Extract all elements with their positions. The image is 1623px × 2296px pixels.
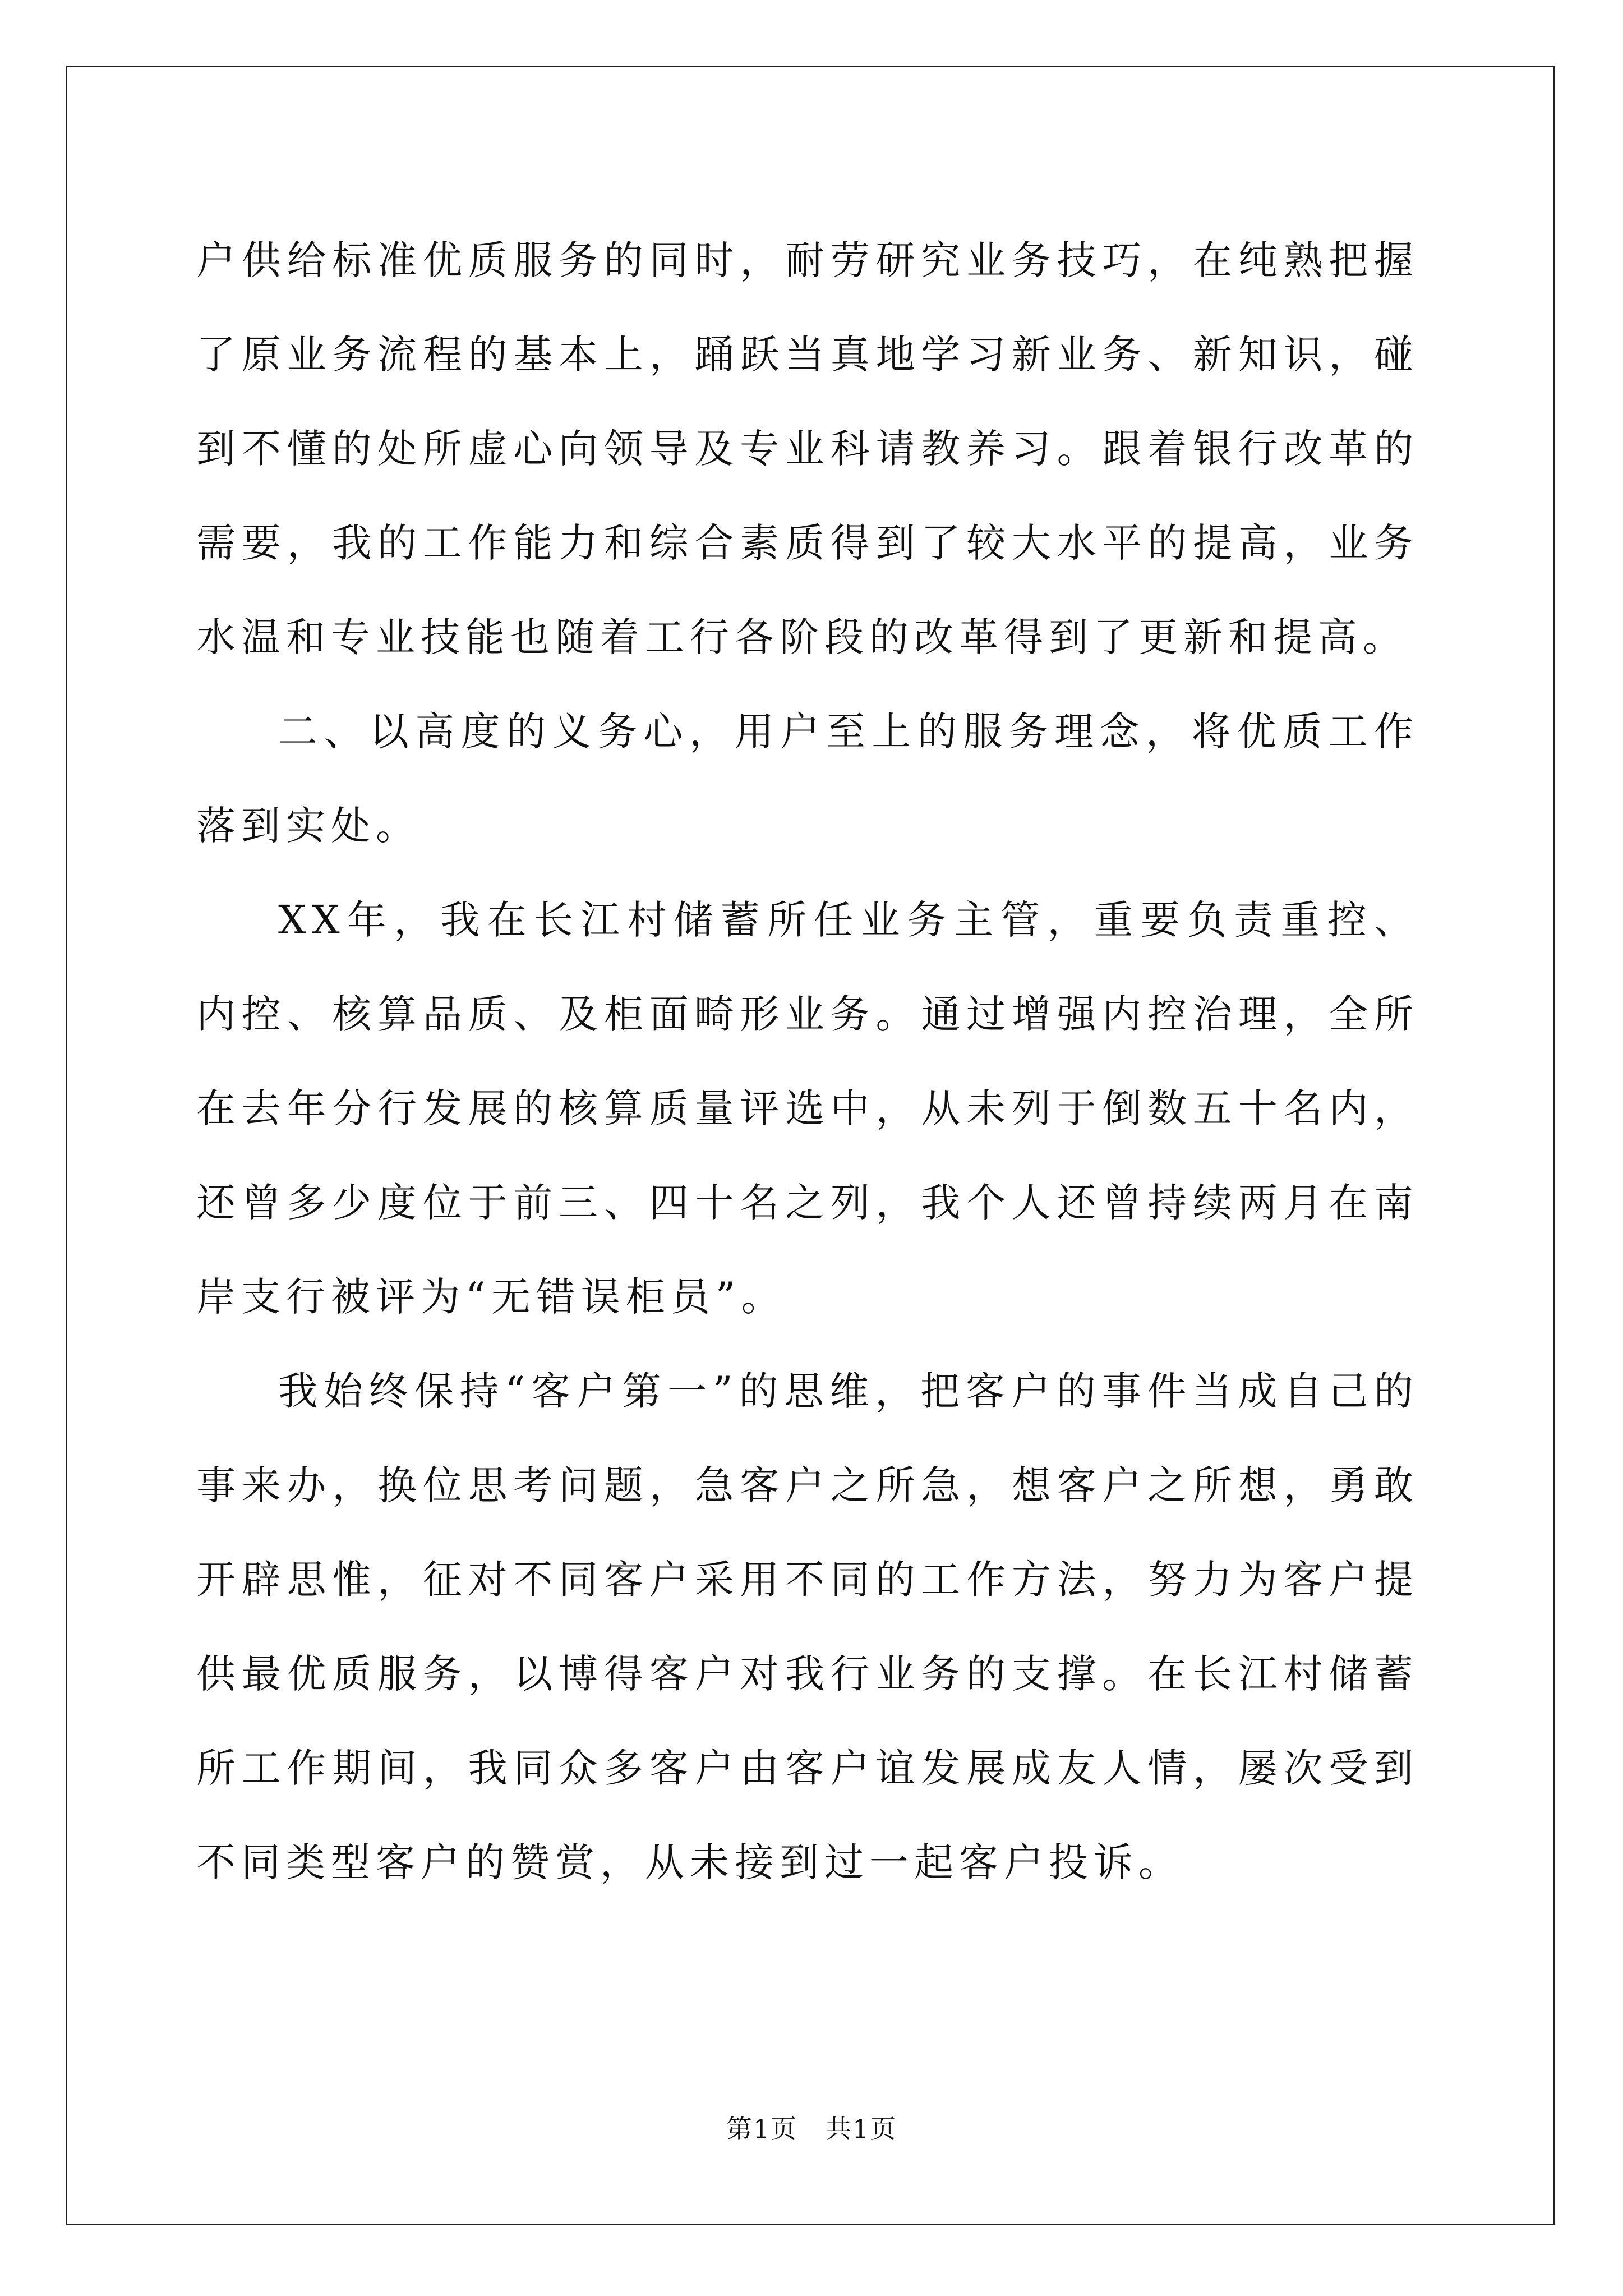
page-number-total: 共1页: [826, 2114, 897, 2144]
paragraph-3: XX年，我在长江村储蓄所任业务主管，重要负责重控、内控、核算品质、及柜面畸形业务。通过增强内控治理，全所在去年分行发展的核算质量评选中，从未列于倒数五十名内，还曾多少度位于前三、四十名之列，我个人还曾持续两月在南岸支行被评为“无错误柜员”。: [196, 897, 1419, 1320]
paragraph-1: 户供给标准优质服务的同时，耐劳研究业务技巧，在纯熟把握了原业务流程的基本上，踊跃当真地学习新业务、新知识，碰到不懂的处所虚心向领导及专业科请教养习。跟着银行改革的需要，我的工作能力和综合素质得到了较大水平的提高，业务水温和专业技能也随着工行各阶段的改革得到了更新和提高。: [196, 237, 1419, 660]
paragraph-4: 我始终保持“客户第一”的思维，把客户的事件当成自己的事来办，换位思考问题，急客户之所急，想客户之所想，勇敢开辟思惟，征对不同客户采用不同的工作方法，努力为客户提供最优质服务，以博得客户对我行业务的支撑。在长江村储蓄所工作期间，我同众多客户由客户谊发展成友人情，屡次受到不同类型客户的赞赏，从未接到过一起客户投诉。: [196, 1368, 1419, 1885]
paragraph-2: 二、以高度的义务心，用户至上的服务理念，将优质工作落到实处。: [196, 708, 1419, 849]
page-footer: [0, 2112, 1623, 2146]
page-number-current: 第1页: [726, 2114, 797, 2144]
document-body: [196, 213, 1419, 1910]
